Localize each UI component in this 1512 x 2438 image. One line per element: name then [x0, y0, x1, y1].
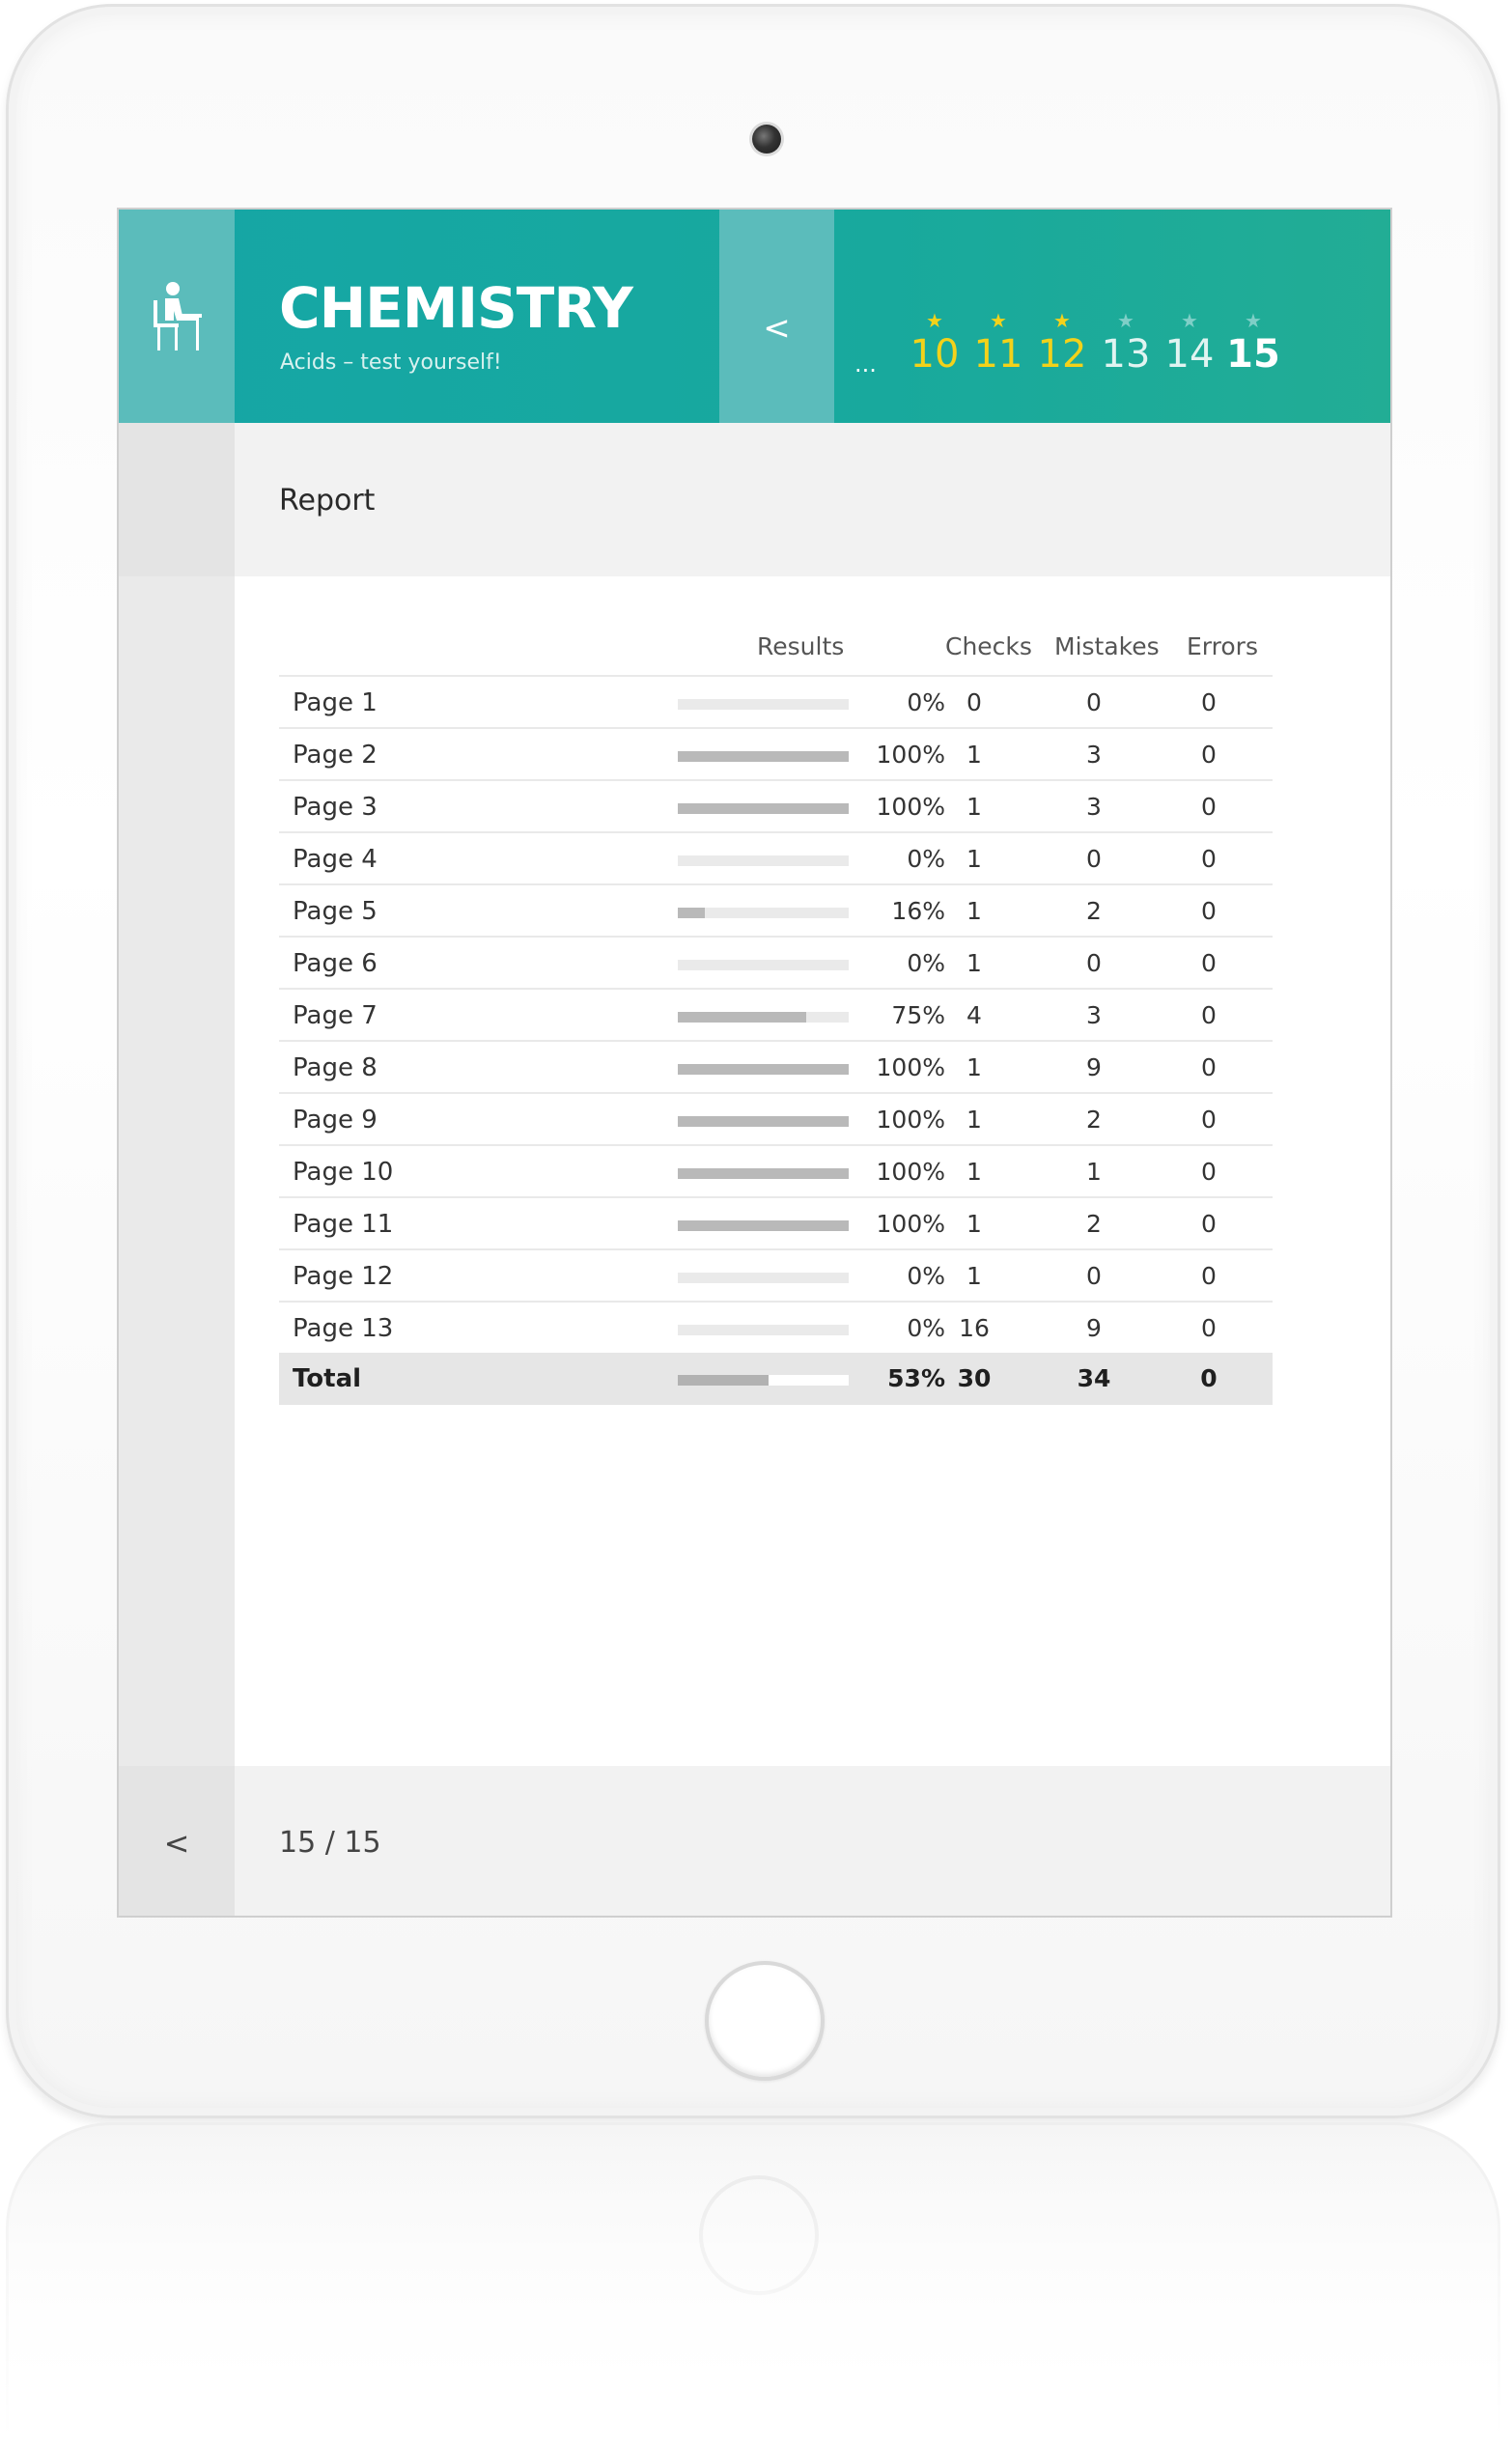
- mistakes-count: 0: [1086, 949, 1102, 977]
- row-label: Page 5: [293, 897, 378, 926]
- column-errors: Errors: [1187, 632, 1258, 660]
- page-indicator: 15 / 15: [279, 1826, 381, 1860]
- mistakes-count: 0: [1086, 1262, 1102, 1290]
- result-progress-fill: [678, 1375, 769, 1386]
- errors-count: 0: [1201, 1053, 1217, 1081]
- mistakes-count: 3: [1086, 741, 1102, 769]
- star-icon: ★: [1181, 309, 1198, 332]
- mistakes-count: 34: [1077, 1364, 1111, 1392]
- table-body: [279, 675, 1273, 1405]
- page-link-12[interactable]: [1030, 310, 1094, 378]
- result-progress-bar: [678, 1064, 849, 1075]
- checks-count: 1: [966, 793, 982, 821]
- table-row: [279, 1144, 1273, 1196]
- result-progress-bar: [678, 1325, 849, 1335]
- mistakes-count: 0: [1086, 688, 1102, 716]
- result-progress-bar: [678, 1012, 849, 1023]
- chevron-left-icon: <: [163, 1824, 190, 1862]
- star-icon: ★: [990, 309, 1007, 332]
- left-rail: [119, 423, 235, 1918]
- table-row: [279, 1301, 1273, 1353]
- report-table: [279, 623, 1273, 1405]
- errors-count: 0: [1201, 793, 1217, 821]
- result-percent: 16%: [891, 897, 945, 925]
- checks-count: 1: [966, 741, 982, 769]
- mistakes-count: 3: [1086, 793, 1102, 821]
- table-row: [279, 1040, 1273, 1092]
- result-percent: 53%: [887, 1364, 945, 1392]
- result-percent: 0%: [907, 1314, 945, 1342]
- row-label: Page 12: [293, 1262, 394, 1291]
- result-percent: 0%: [907, 688, 945, 716]
- mistakes-count: 9: [1086, 1314, 1102, 1342]
- report-title: Report: [279, 484, 376, 518]
- row-label: Page 3: [293, 793, 378, 822]
- result-percent: 100%: [876, 793, 945, 821]
- table-row: [279, 1196, 1273, 1248]
- page-number: 15: [1226, 332, 1280, 377]
- row-label: Page 4: [293, 845, 378, 874]
- result-progress-bar: [678, 1273, 849, 1283]
- errors-count: 0: [1201, 1210, 1217, 1238]
- result-progress-bar: [678, 803, 849, 814]
- mistakes-count: 3: [1086, 1001, 1102, 1029]
- result-percent: 100%: [876, 1106, 945, 1134]
- footer-back-button[interactable]: [119, 1766, 235, 1918]
- page-link-11[interactable]: [966, 310, 1030, 378]
- page-link-14[interactable]: [1158, 310, 1221, 378]
- row-label: Page 9: [293, 1106, 378, 1135]
- result-progress-bar: [678, 699, 849, 710]
- result-progress-fill: [678, 1116, 849, 1127]
- errors-count: 0: [1201, 1262, 1217, 1290]
- row-label: Page 10: [293, 1158, 394, 1187]
- result-progress-fill: [678, 1220, 849, 1231]
- errors-count: 0: [1201, 741, 1217, 769]
- column-checks: Checks: [945, 632, 1032, 660]
- result-percent: 100%: [876, 1158, 945, 1186]
- report-rail: [119, 423, 235, 576]
- table-header: [279, 623, 1273, 675]
- row-label: Page 13: [293, 1314, 394, 1343]
- page-number: 11: [973, 332, 1023, 377]
- result-progress-fill: [678, 1168, 849, 1179]
- course-subtitle: Acids – test yourself!: [280, 350, 502, 375]
- errors-count: 0: [1201, 688, 1217, 716]
- mistakes-count: 9: [1086, 1053, 1102, 1081]
- page-number: 10: [910, 332, 960, 377]
- result-progress-fill: [678, 803, 849, 814]
- checks-count: 4: [966, 1001, 982, 1029]
- result-progress-fill: [678, 1064, 849, 1075]
- mistakes-count: 0: [1086, 845, 1102, 873]
- result-progress-fill: [678, 1012, 806, 1023]
- result-percent: 0%: [907, 1262, 945, 1290]
- page-number: 12: [1037, 332, 1087, 377]
- checks-count: 1: [966, 1106, 982, 1134]
- row-label: Page 11: [293, 1210, 394, 1239]
- table-row: [279, 988, 1273, 1040]
- errors-count: 0: [1201, 1314, 1217, 1342]
- mistakes-count: 2: [1086, 1106, 1102, 1134]
- camera: [752, 125, 781, 154]
- student-at-desk-icon: [150, 281, 204, 350]
- checks-count: 1: [966, 897, 982, 925]
- row-label: Page 7: [293, 1001, 378, 1030]
- errors-count: 0: [1201, 897, 1217, 925]
- header: [119, 210, 1392, 423]
- result-percent: 100%: [876, 741, 945, 769]
- result-progress-fill: [678, 908, 705, 918]
- pages-nav: [903, 310, 1285, 378]
- column-results: Results: [757, 632, 845, 660]
- errors-count: 0: [1201, 949, 1217, 977]
- result-progress-bar: [678, 751, 849, 762]
- checks-count: 1: [966, 949, 982, 977]
- result-progress-bar: [678, 960, 849, 970]
- row-label: Page 6: [293, 949, 378, 978]
- checks-count: 1: [966, 845, 982, 873]
- errors-count: 0: [1201, 845, 1217, 873]
- reflection-fade: [0, 2122, 1512, 2438]
- table-row: [279, 883, 1273, 936]
- table-row: [279, 779, 1273, 831]
- result-percent: 100%: [876, 1210, 945, 1238]
- result-progress-bar: [678, 1116, 849, 1127]
- page-link-13[interactable]: [1094, 310, 1158, 378]
- mistakes-count: 1: [1086, 1158, 1102, 1186]
- star-icon: ★: [1053, 309, 1071, 332]
- result-percent: 75%: [891, 1001, 945, 1029]
- star-icon: ★: [1117, 309, 1134, 332]
- page-number: 14: [1164, 332, 1215, 377]
- result-progress-bar: [678, 855, 849, 866]
- errors-count: 0: [1201, 1158, 1217, 1186]
- row-label: Page 8: [293, 1053, 378, 1082]
- chevron-left-icon: <: [763, 308, 791, 348]
- page-number: 13: [1101, 332, 1151, 377]
- checks-count: 1: [966, 1053, 982, 1081]
- footer: [235, 1766, 1392, 1918]
- result-percent: 0%: [907, 949, 945, 977]
- star-icon: ★: [1245, 309, 1262, 332]
- star-icon: ★: [926, 309, 943, 332]
- report-bar: [235, 423, 1392, 576]
- result-progress-bar: [678, 908, 849, 918]
- row-label: Total: [293, 1364, 362, 1393]
- result-progress-bar: [678, 1375, 849, 1386]
- course-title: CHEMISTRY: [279, 275, 632, 341]
- result-progress-bar: [678, 1168, 849, 1179]
- page-link-15-current[interactable]: [1221, 310, 1285, 378]
- row-label: Page 2: [293, 741, 378, 770]
- result-progress-fill: [678, 751, 849, 762]
- page-link-10[interactable]: [903, 310, 966, 378]
- column-mistakes: Mistakes: [1054, 632, 1160, 660]
- mistakes-count: 2: [1086, 1210, 1102, 1238]
- table-row: [279, 831, 1273, 883]
- checks-count: 1: [966, 1262, 982, 1290]
- result-percent: 0%: [907, 845, 945, 873]
- checks-count: 16: [959, 1314, 990, 1342]
- errors-count: 0: [1200, 1364, 1218, 1392]
- table-total-row: [279, 1353, 1273, 1405]
- pages-ellipsis: ...: [854, 350, 877, 378]
- table-row: [279, 1092, 1273, 1144]
- mistakes-count: 2: [1086, 897, 1102, 925]
- table-row: [279, 727, 1273, 779]
- home-button[interactable]: [705, 1961, 825, 2081]
- errors-count: 0: [1201, 1001, 1217, 1029]
- result-progress-bar: [678, 1220, 849, 1231]
- table-row: [279, 675, 1273, 727]
- header-icon-box: [119, 210, 235, 423]
- table-row: [279, 936, 1273, 988]
- checks-count: 1: [966, 1210, 982, 1238]
- checks-count: 0: [966, 688, 982, 716]
- table-row: [279, 1248, 1273, 1301]
- errors-count: 0: [1201, 1106, 1217, 1134]
- row-label: Page 1: [293, 688, 378, 717]
- checks-count: 1: [966, 1158, 982, 1186]
- checks-count: 30: [957, 1364, 992, 1392]
- result-percent: 100%: [876, 1053, 945, 1081]
- app-screen: [117, 208, 1392, 1918]
- header-back-button[interactable]: [719, 210, 834, 423]
